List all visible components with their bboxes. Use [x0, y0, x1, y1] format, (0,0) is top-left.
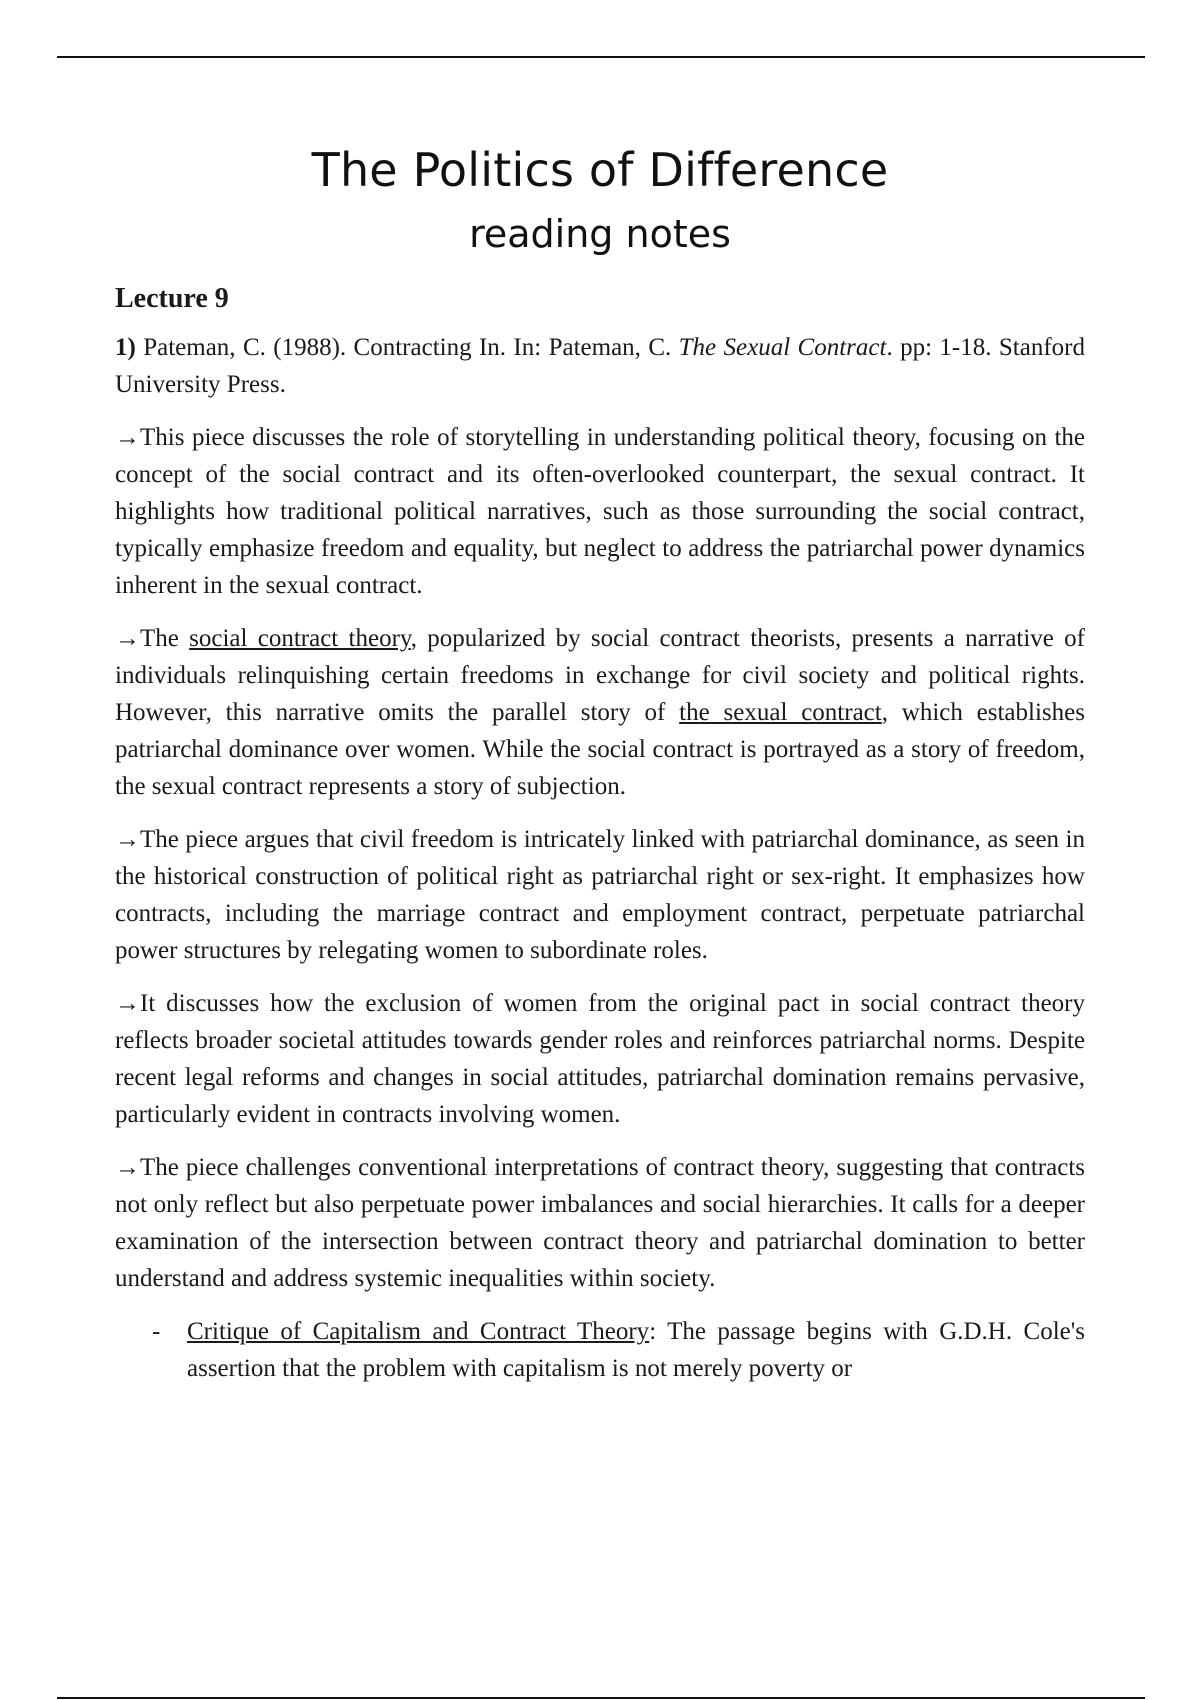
- citation: [115, 329, 1085, 403]
- citation-book-title: The Sexual Contract: [678, 334, 887, 361]
- underlined-term-social-contract-theory: social contract theory: [189, 625, 411, 652]
- arrow-icon: →: [115, 826, 140, 853]
- paragraph-3: [115, 821, 1085, 969]
- bullet-heading: Critique of Capitalism and Contract Theory: [187, 1318, 650, 1345]
- document-subtitle: reading notes: [469, 212, 731, 256]
- paragraph-text: It discusses how the exclusion of women from the original pact in social contract theory reflects broader societal attitudes towards gender roles and reinforces patriarchal norms. Despite recent legal reforms and changes in social attitudes, patriarchal domination remains pervasive, particularly evident in contracts involving women.: [115, 990, 1085, 1128]
- arrow-icon: →: [115, 990, 140, 1017]
- citation-text: Pateman, C. (1988). Contracting In. In: Pateman, C.: [143, 334, 672, 361]
- citation-number: 1): [115, 334, 136, 361]
- paragraph-text: The piece argues that civil freedom is intricately linked with patriarchal dominance, as seen in the historical construction of political right as patriarchal right or sex-right. It emphasizes how contracts, including the marriage contract and employment contract, perpetuate patriarchal power structures by relegating women to subordinate roles.: [115, 826, 1085, 964]
- document-body: [115, 280, 1085, 1387]
- paragraph-5: [115, 1149, 1085, 1297]
- paragraph-text: The piece challenges conventional interpretations of contract theory, suggesting that contracts not only reflect but also perpetuate power imbalances and social hierarchies. It calls for a deeper examination of the intersection between contract theory and patriarchal domination to better understand and address systemic inequalities within society.: [115, 1154, 1085, 1292]
- bullet-list: [115, 1313, 1085, 1387]
- paragraph-1: [115, 419, 1085, 604]
- list-item: [152, 1313, 1085, 1387]
- lecture-heading: Lecture 9: [115, 283, 229, 314]
- footer-rule: [57, 1697, 1145, 1699]
- header-rule: [57, 56, 1145, 58]
- arrow-icon: →: [115, 1154, 140, 1181]
- paragraph-text: This piece discusses the role of storytelling in understanding political theory, focusing on the concept of the social contract and its often-overlooked counterpart, the sexual contract. It highlights how traditional political narratives, such as those surrounding the social contract, typically emphasize freedom and equality, but neglect to address the patriarchal power dynamics inherent in the sexual contract.: [115, 424, 1085, 599]
- arrow-icon: →: [115, 625, 140, 652]
- bullet-text: : The passage begins with G.D.H. Cole's assertion that the problem with capitalism is not merely poverty or: [187, 1318, 1085, 1382]
- paragraph-text: , popularized by social contract theorists, presents a narrative of individuals relinquishing certain freedoms in exchange for civil society and political rights. However, this narrative omits the parallel story of: [115, 625, 1086, 726]
- arrow-icon: →: [115, 424, 140, 451]
- paragraph-2: [115, 620, 1085, 805]
- dash-bullet: -: [152, 1318, 161, 1345]
- document-title: The Politics of Difference: [311, 143, 889, 197]
- paragraph-text: The: [140, 625, 190, 652]
- citation-text-end: . pp: 1-18. Stanford University Press.: [115, 334, 1085, 398]
- underlined-term-sexual-contract: the sexual contract: [679, 699, 882, 726]
- paragraph-4: [115, 985, 1085, 1133]
- paragraph-text: , which establishes patriarchal dominance over women. While the social contract is portrayed as a story of freedom, the sexual contract represents a story of subjection.: [115, 699, 1085, 800]
